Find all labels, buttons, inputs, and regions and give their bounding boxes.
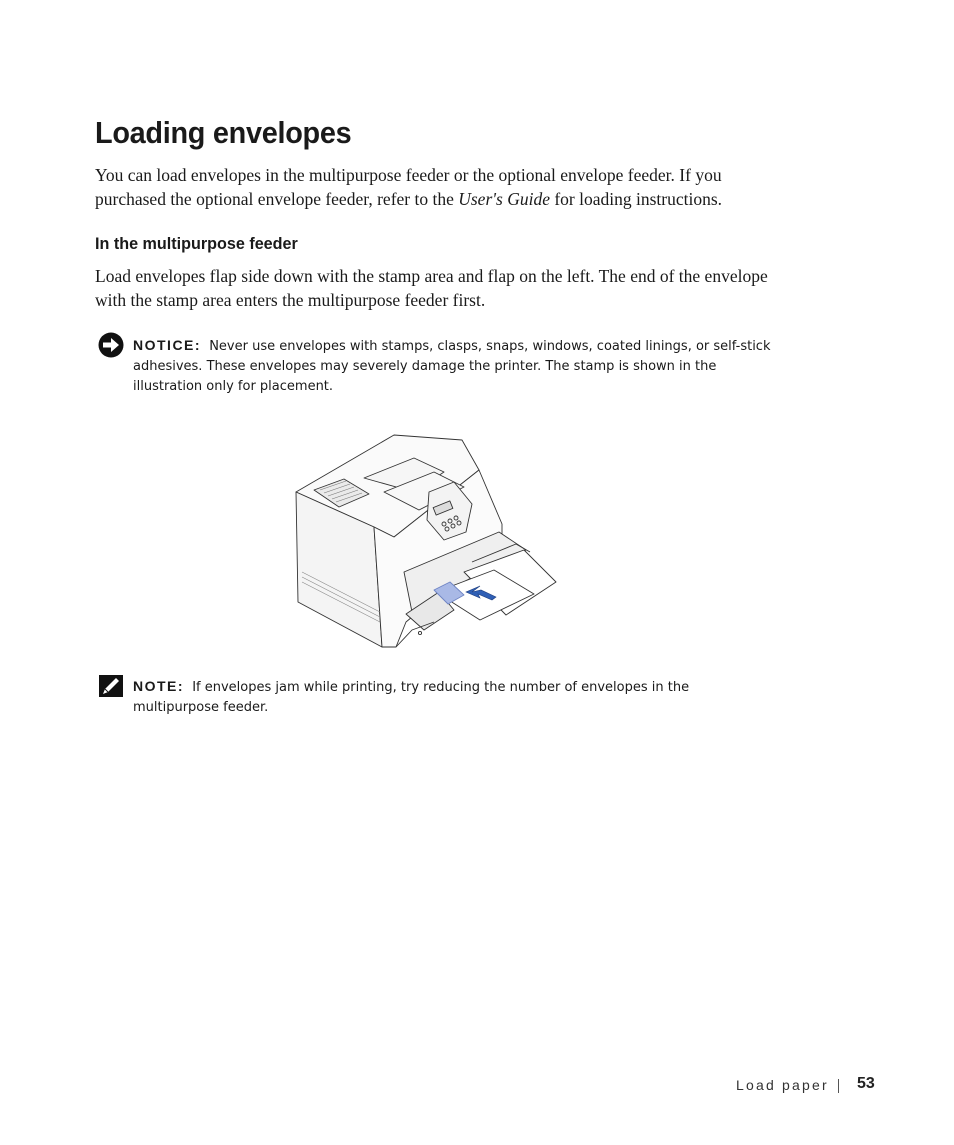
users-guide-reference: User's Guide (458, 189, 550, 209)
section-body: Load envelopes flap side down with the stamp area and flap on the left. The end of the envelope with the stamp area enters the multipurpose feeder first. (95, 266, 768, 310)
note-text: If envelopes jam while printing, try reducing the number of envelopes in the multipurpose feeder. (133, 680, 690, 715)
note-pencil-icon (99, 675, 123, 697)
section-heading: In the multipurpose feeder (95, 234, 298, 253)
notice-callout (133, 335, 773, 397)
page-title: Loading envelopes (95, 115, 352, 150)
intro-text-after: for loading instructions. (549, 189, 723, 209)
notice-label: NOTICE: (133, 337, 202, 353)
footer-page-number: 53 (857, 1075, 875, 1092)
note-callout (133, 676, 773, 718)
notice-text: Never use envelopes with stamps, clasps, snaps, windows, coated linings, or self-stick adhesives. These envelopes may severely damage the printer. The stamp is shown in the illustration only for placement. (133, 339, 771, 394)
intro-paragraph (95, 163, 775, 211)
footer-divider (838, 1079, 839, 1093)
notice-arrow-icon (98, 332, 124, 358)
note-label: NOTE: (133, 678, 185, 694)
printer-envelope-illustration (294, 432, 562, 650)
footer-section-title: Load paper (736, 1077, 829, 1093)
intro-text-before: You can load envelopes in the multipurpose feeder or the optional envelope feeder. If you purchased the optional envelope feeder, refer to the (95, 165, 722, 209)
